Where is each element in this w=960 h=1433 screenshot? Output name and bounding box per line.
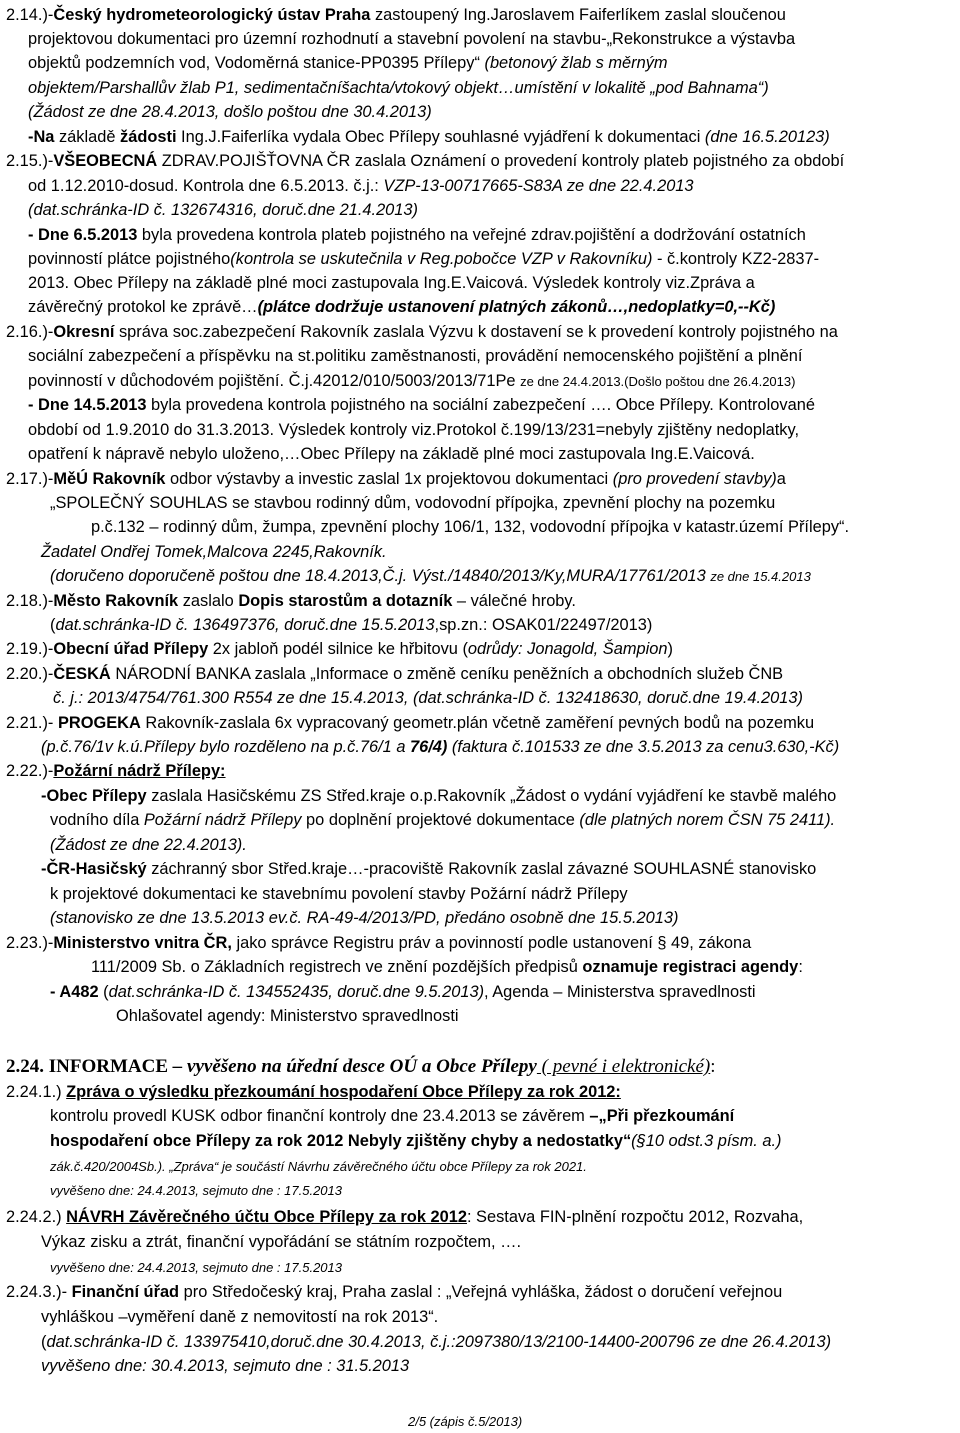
text-line — [50, 565, 811, 588]
text-run: ,sp.zn.: OSAK01/22497/2013) — [434, 616, 653, 634]
text-run: 2.24.3.)- — [6, 1283, 72, 1301]
text-run: odrůdy: Jonagold, Šampion — [467, 640, 668, 658]
text-run: Ing.J.Faiferlíka vydala Obec Přílepy souhlasné vyjádření k dokumentaci — [176, 128, 705, 146]
text-line — [28, 443, 755, 465]
text-run: 2/5 (zápis č.5/2013) — [408, 1414, 523, 1429]
text-line — [50, 834, 247, 856]
text-run: (pro provedení stavby) — [612, 470, 777, 488]
text-run: (p.č.76/1v k.ú.Přílepy bylo rozděleno na p.č.76/1 a — [41, 738, 411, 756]
text-run: povinností plátce pojistného — [28, 250, 231, 268]
text-run: jako správce Registru práv a povinností podle ustanovení § 49, zákona — [231, 934, 752, 952]
text-run: ZDRAV.POJIŠŤOVNA ČR zaslala Oznámení o provedení kontroly plateb pojistného za období — [157, 152, 845, 170]
text-line — [53, 687, 803, 709]
text-line — [28, 248, 819, 270]
text-run: Dopis starostům a dotazník — [238, 592, 453, 610]
text-run: žádosti — [120, 128, 177, 146]
text-run: Rakovník-zaslala 6x vypracovaný geometr.plán včetně zaměření pevných bodů na pozemku — [140, 714, 815, 732]
text-run: (doručeno doporučeně poštou dne 18.4.2013,Č.j. Výst./14840/2013/Ky,MURA/17761/2013 — [50, 567, 711, 585]
text-run: (dle platných norem ČSN 75 2411). — [579, 811, 836, 829]
text-run: (dat.schránka-ID č. 132674316, doruč.dne 21.4.2013) — [28, 201, 418, 219]
text-run: PROGEKA — [57, 714, 141, 732]
text-line — [28, 296, 775, 318]
text-run: Okresní — [53, 323, 115, 341]
text-run: (dne 16.5.20123) — [704, 128, 830, 146]
text-run: 2.16.)- — [6, 323, 54, 341]
text-run: vyvěšeno dne: 24.4.2013, sejmuto dne : 17.5.2013 — [50, 1183, 342, 1198]
text-run: ( — [50, 616, 56, 634]
text-run: – válečné hroby. — [452, 592, 576, 610]
text-line — [50, 1256, 342, 1279]
text-run: 2.18.)- — [6, 592, 54, 610]
text-run: VZP-13-00717665-S83A ze dne 22.4.2013 — [383, 177, 694, 195]
text-run: NÁVRH Závěrečného účtu Obce Přílepy za rok 2012 — [66, 1208, 467, 1226]
text-run: ( — [98, 983, 109, 1001]
text-line — [6, 1056, 716, 1078]
text-run: správa soc.zabezpečení Rakovník zaslala Výzvu k dostavení se k provedení kontroly pojistného na — [114, 323, 838, 341]
text-run: Finanční úřad — [71, 1283, 180, 1301]
text-run: dat.schránka-ID č. 133975410,doruč.dne 30.4.2013, č.j.:2097380/13/2100-14400-200796 ze dne 26.4.2013) — [46, 1333, 832, 1351]
text-run: vodního díla — [50, 811, 144, 829]
text-run: objektem/Parshallův žlab P1, sedimentačníšachta/vtokový objekt…umístění v lokalitě „pod Bahnama“) — [28, 79, 769, 97]
text-run: 2x jabloň podél silnice ke hřbitovu ( — [208, 640, 468, 658]
text-run: NÁRODNÍ BANKA zaslala „Informace o změně ceníku peněžních a obchodních služeb ČNB — [110, 665, 784, 683]
text-run: zaslala Hasičskému ZS Střed.kraje o.p.Rakovník „Žádost o vydání vyjádření ke stavbě malého — [146, 787, 837, 805]
text-run: zák.č.420/2004Sb.). „Zpráva“ je součástí Návrhu závěrečného účtu obce Přílepy za rok 2021. — [50, 1159, 587, 1174]
text-run: závěrečný protokol ke zprávě… — [28, 298, 258, 316]
text-line — [6, 663, 783, 685]
text-run: 2.14.)- — [6, 6, 54, 24]
text-line — [6, 4, 786, 26]
text-run: vyhláškou –vyměření daně z nemovitostí na rok 2013“. — [41, 1308, 439, 1326]
text-line — [6, 150, 844, 172]
text-run: p.č.132 – rodinný dům, žumpa, zpevnění plochy 106/1, 132, vodovodní přípojka v katastr.území Přílepy“. — [91, 518, 850, 536]
text-run: vyvěšeno dne: 24.4.2013, sejmuto dne : 17.5.2013 — [50, 1260, 342, 1275]
text-run: ( pevné i elektronické) — [536, 1056, 711, 1077]
text-run: pro Středočeský kraj, Praha zaslal : „Veřejná vyhláška, žádost o doručení veřejnou — [179, 1283, 783, 1301]
text-run: (betonový žlab s měrným — [484, 54, 668, 72]
text-run: 2.24.2.) — [6, 1208, 67, 1226]
text-line — [6, 468, 786, 490]
text-run: opatření k nápravě nebylo uloženo,…Obec Přílepy na základě plné moci zastupovala Ing.E.Vaicová. — [28, 445, 755, 463]
text-run: kontrolu provedl KUSK odbor finanční kontroly dne 23.4.2013 se závěrem — [50, 1107, 590, 1125]
text-run: -Obec Přílepy — [41, 787, 147, 805]
text-run: k projektové dokumentaci ke stavebnímu povolení stavby Požární nádrž Přílepy — [50, 885, 628, 903]
text-run: ( — [41, 1333, 47, 1351]
text-line — [28, 175, 694, 197]
text-run: 2.24. INFORMACE — [6, 1056, 173, 1077]
text-run: 76/4) — [410, 738, 448, 756]
text-run: Výkaz zisku a ztrát, finanční vypořádání se státním rozpočtem, …. — [41, 1233, 522, 1251]
text-run: dat.schránka-ID č. 136497376, doruč.dne 15.5.2013 — [55, 616, 435, 634]
text-run: zaslalo — [178, 592, 239, 610]
text-line — [41, 1331, 831, 1353]
text-run: – vyvěšeno na úřední desce OÚ a Obce Přílepy — [172, 1056, 537, 1077]
text-run: odbor výstavby a investic zaslal 1x projektovou dokumentaci — [165, 470, 613, 488]
text-line — [28, 370, 795, 393]
text-run: - č.kontroly KZ2-2837- — [652, 250, 820, 268]
text-run: Obecní úřad Přílepy — [53, 640, 209, 658]
text-run: (stanovisko ze dne 13.5.2013 ev.č. RA-49-4/2013/PD, předáno osobně dne 15.5.2013) — [50, 909, 679, 927]
text-run: a — [776, 470, 786, 488]
text-run: ze dne 24.4.2013.(Došlo poštou dne 26.4.2013) — [520, 374, 796, 389]
text-run: (kontrola se uskutečnila v Reg.pobočce VZP v Rakovníku) — [230, 250, 653, 268]
text-line — [50, 614, 652, 636]
text-line — [6, 321, 838, 343]
text-line — [28, 272, 755, 294]
text-run: 2.24.1.) — [6, 1083, 67, 1101]
text-run: období od 1.9.2010 do 31.3.2013. Výsledek kontroly viz.Protokol č.199/13/231=nebyly zjištěny nedoplatky, — [28, 421, 800, 439]
text-line — [6, 1081, 621, 1103]
text-run: 2.21.)- — [6, 714, 58, 732]
text-run: povinností v důchodovém pojištění. Č.j.42012/010/5003/2013/71Pe — [28, 372, 521, 390]
text-run: Český hydrometeorologický ústav Praha — [53, 6, 371, 24]
text-line — [41, 785, 836, 807]
text-run: Požární nádrž Přílepy: — [53, 762, 226, 780]
text-line — [28, 28, 795, 50]
text-run: byla provedena kontrola pojistného na sociální zabezpečení …. Obce Přílepy. Kontrolované — [146, 396, 815, 414]
text-run: základě — [54, 128, 121, 146]
text-line — [28, 126, 830, 148]
text-line — [41, 1306, 438, 1328]
text-run: (Žádost ze dne 28.4.2013, došlo poštou dne 30.4.2013) — [28, 103, 432, 121]
text-line — [6, 1206, 803, 1228]
text-run: projektovou dokumentaci pro územní rozhodnutí a stavební povolení na stavbu-„Rekonstrukce a výstavba — [28, 30, 796, 48]
text-run: MěÚ Rakovník — [53, 470, 166, 488]
text-line — [41, 1355, 409, 1377]
text-line — [50, 883, 628, 905]
text-line — [6, 638, 673, 660]
text-line — [41, 858, 816, 880]
text-line — [28, 199, 418, 221]
text-line — [50, 1105, 734, 1127]
text-run: : — [798, 958, 803, 976]
text-run: (Žádost ze dne 22.4.2013). — [50, 836, 247, 854]
text-run: (§10 odst.3 písm. a.) — [631, 1132, 782, 1150]
text-run: -ČR-Hasičský — [41, 860, 147, 878]
text-run: zastoupený Ing.Jaroslavem Faiferlíkem zaslal sloučenou — [370, 6, 786, 24]
text-line — [6, 712, 814, 734]
text-run: objektů podzemních vod, Vodoměrná stanice-PP0395 Přílepy“ — [28, 54, 485, 72]
text-line — [28, 345, 802, 367]
text-run: „SPOLEČNÝ SOUHLAS se stavbou rodinný dům, vodovodní přípojka, zpevnění plochy na pozemku — [50, 494, 776, 512]
text-run: byla provedena kontrola plateb pojistného na veřejné zdrav.pojištění a dodržování ostatních — [137, 226, 806, 244]
text-run: vyvěšeno dne: 30.4.2013, sejmuto dne : 31.5.2013 — [41, 1357, 410, 1375]
text-run: - A482 — [50, 983, 99, 1001]
text-line — [28, 394, 815, 416]
text-line — [28, 77, 769, 99]
text-run: (faktura č.101533 ze dne 3.5.2013 za cenu3.630,-Kč) — [447, 738, 840, 756]
text-line — [116, 1005, 459, 1027]
text-line — [28, 52, 668, 74]
text-run: hospodaření obce Přílepy za rok 2012 Nebyly zjištěny chyby a nedostatky“ — [50, 1132, 632, 1150]
text-run: po doplnění projektové dokumentace — [301, 811, 580, 829]
text-run: Město Rakovník — [53, 592, 179, 610]
text-run: -Na — [28, 128, 55, 146]
text-line — [41, 541, 387, 563]
text-run: Zpráva o výsledku přezkoumání hospodaření Obce Přílepy za rok 2012: — [66, 1083, 621, 1101]
text-line — [6, 590, 576, 612]
text-run: 2013. Obec Přílepy na základě plné moci zastupovala Ing.E.Vaicová. Výsledek kontroly viz.Zpráva a — [28, 274, 755, 292]
text-run: ČESKÁ — [53, 665, 111, 683]
text-run: oznamuje registraci agendy — [582, 958, 799, 976]
text-run: ze dne 15.4.2013 — [710, 569, 811, 584]
text-line — [50, 492, 775, 514]
text-run: 2.20.)- — [6, 665, 54, 683]
text-run: 2.19.)- — [6, 640, 54, 658]
text-line — [91, 956, 803, 978]
text-line — [6, 1281, 782, 1303]
text-run: - Dne 6.5.2013 — [28, 226, 138, 244]
text-line — [50, 907, 678, 929]
text-run: č. j.: 2013/4754/761.300 R554 ze dne 15.4.2013, (dat.schránka-ID č. 132418630, doruč.dne 19.4.2013) — [53, 689, 803, 707]
text-run: : Sestava FIN-plnění rozpočtu 2012, Rozvaha, — [466, 1208, 804, 1226]
text-run: Ministerstvo vnitra ČR, — [53, 934, 232, 952]
text-run: dat.schránka-ID č. 134552435, doruč.dne 9.5.2013) — [108, 983, 485, 1001]
text-line — [91, 516, 849, 538]
text-line — [50, 1155, 587, 1178]
text-run: ) — [667, 640, 673, 658]
text-run: Žadatel Ondřej Tomek,Malcova 2245,Rakovník. — [41, 543, 387, 561]
text-run: (plátce dodržuje ustanovení platných zákonů…,nedoplatky=0,--Kč) — [257, 298, 776, 316]
text-line — [41, 736, 839, 758]
text-line — [6, 932, 751, 954]
text-run: - Dne 14.5.2013 — [28, 396, 147, 414]
text-run: 2.15.)- — [6, 152, 54, 170]
text-line — [50, 809, 835, 831]
text-line — [50, 981, 756, 1003]
text-run: sociální zabezpečení a příspěvku na st.politiku zaměstnanosti, provádění nemocenského pojištění a plnění — [28, 347, 803, 365]
text-line — [408, 1410, 522, 1433]
text-run: : — [710, 1056, 716, 1077]
text-line — [6, 760, 226, 782]
text-run: –„Při přezkoumání — [589, 1107, 735, 1125]
text-run: , Agenda – Ministerstva spravedlnosti — [484, 983, 756, 1001]
text-run: 2.22.)- — [6, 762, 54, 780]
text-line — [28, 419, 799, 441]
text-run: Požární nádrž Přílepy — [143, 811, 302, 829]
text-line — [28, 101, 432, 123]
text-run: VŠEOBECNÁ — [53, 152, 158, 170]
text-line — [50, 1179, 342, 1202]
text-run: záchranný sbor Střed.kraje…-pracoviště Rakovník zaslal závazné SOUHLASNÉ stanovisko — [146, 860, 817, 878]
text-line — [41, 1231, 521, 1253]
text-run: 2.17.)- — [6, 470, 54, 488]
text-run: od 1.12.2010-dosud. Kontrola dne 6.5.2013. č.j.: — [28, 177, 384, 195]
text-run: Ohlašovatel agendy: Ministerstvo spravedlnosti — [116, 1007, 459, 1025]
text-run: 111/2009 Sb. o Základních registrech ve znění pozdějších předpisů — [91, 958, 583, 976]
text-line — [28, 224, 806, 246]
text-line — [50, 1130, 782, 1152]
text-run: 2.23.)- — [6, 934, 54, 952]
